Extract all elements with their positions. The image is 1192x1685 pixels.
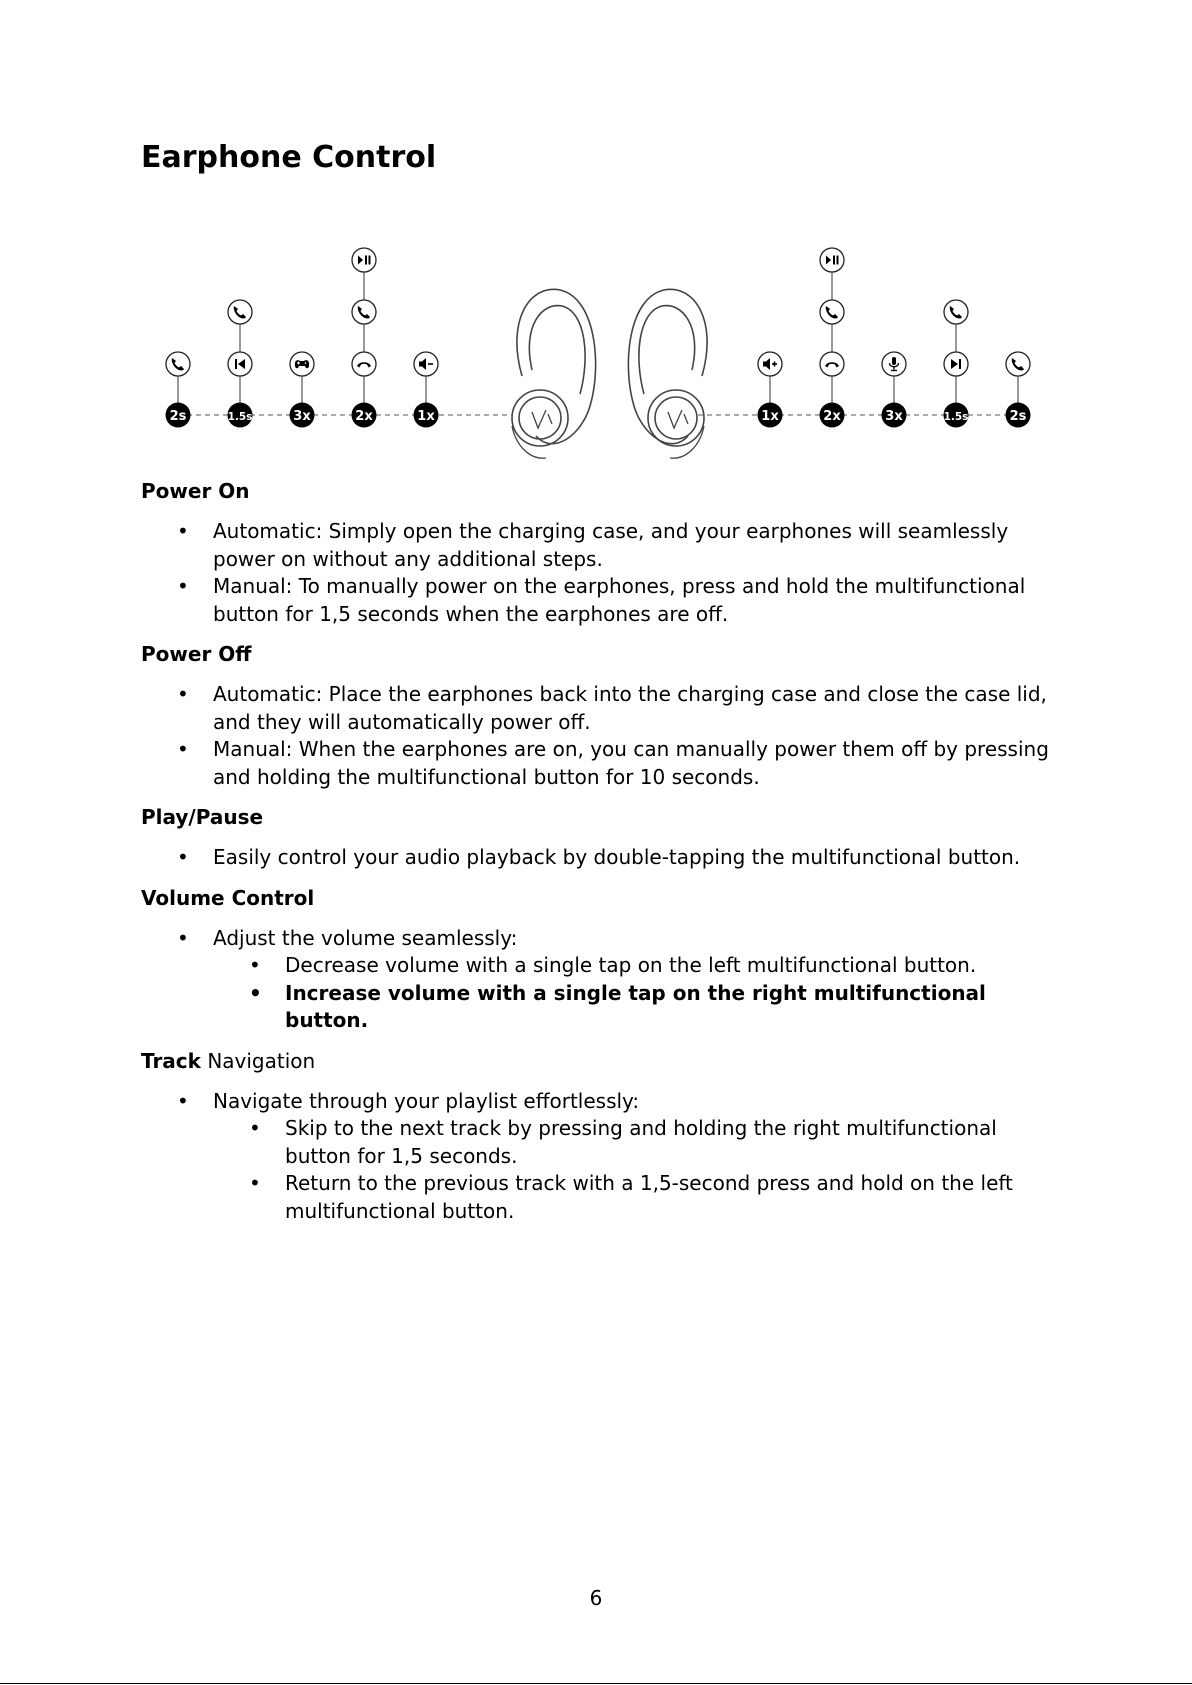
power-on-list	[141, 518, 1061, 628]
press-badge	[414, 403, 439, 428]
press-badge-label: 1x	[761, 409, 779, 424]
press-badge-label: 1x	[417, 409, 435, 424]
hang-up-icon	[352, 352, 376, 376]
press-badge	[820, 403, 845, 428]
phone-reject-icon	[1006, 352, 1030, 376]
volume-control-sublist	[213, 952, 1061, 1035]
list-item: • Manual: To manually power on the earphones, press and hold the multifunctional button for 1,5 seconds when the earphones are off.	[141, 573, 1061, 628]
power-off-heading: Power Off	[141, 642, 252, 666]
volume-down-icon	[414, 352, 438, 376]
phone-call-icon	[352, 300, 376, 324]
control-node-right-0	[758, 352, 783, 428]
list-item: • Automatic: Simply open the charging case, and your earphones will seamlessly power on without any additional steps.	[141, 518, 1061, 573]
track-navigation-heading	[141, 1048, 1061, 1075]
heading-plain-part: Navigation	[200, 1048, 316, 1073]
press-badge-label: 3x	[885, 409, 903, 424]
play-pause-list	[141, 844, 1061, 872]
page-number: 6	[589, 1586, 603, 1610]
sub-list-item: • Skip to the next track by pressing and holding the right multifunctional button for 1,5 seconds.	[213, 1115, 1061, 1170]
press-badge	[290, 403, 315, 428]
power-off-list	[141, 681, 1061, 791]
volume-control-heading: Volume Control	[141, 885, 315, 910]
press-badge	[352, 403, 377, 428]
volume-control-list	[141, 925, 1061, 1035]
list-item: • Manual: When the earphones are on, you can manually power them off by pressing and holding the multifunctional button for 10 seconds.	[141, 736, 1061, 791]
heading-bold-part: Track	[141, 1048, 201, 1073]
press-badge	[1006, 403, 1031, 428]
press-badge-label: 1.5s	[943, 411, 969, 423]
sub-list-item: • Increase volume with a single tap on the right multifunctional button.	[213, 980, 1061, 1035]
left-earphone-illustration	[512, 289, 596, 458]
press-badge	[758, 403, 783, 428]
hang-up-icon	[820, 352, 844, 376]
phone-answer-icon	[944, 300, 968, 324]
press-badge-label: 3x	[293, 409, 311, 424]
press-badge-label: 2s	[1009, 409, 1027, 424]
list-item-text: Navigate through your playlist effortlessly:	[213, 1088, 640, 1113]
control-node-left-2	[290, 352, 315, 428]
power-on-heading: Power On	[141, 479, 250, 503]
press-badge	[228, 403, 253, 428]
play-pause-icon	[352, 248, 376, 272]
volume-up-icon	[758, 352, 782, 376]
play-pause-heading: Play/Pause	[141, 805, 264, 829]
control-node-left-0	[166, 352, 191, 428]
list-item	[141, 1088, 1061, 1226]
microphone-icon	[882, 352, 906, 376]
control-node-right-1	[820, 248, 845, 428]
play-pause-icon	[820, 248, 844, 272]
bottom-rule	[0, 1683, 1192, 1684]
press-badge-label: 2s	[169, 409, 187, 424]
control-node-left-3	[352, 248, 377, 428]
previous-track-icon	[228, 352, 252, 376]
phone-call-icon	[820, 300, 844, 324]
earphone-control-diagram	[150, 238, 1050, 468]
control-node-left-1	[228, 300, 253, 428]
control-node-right-4	[1006, 352, 1031, 428]
instructions-content	[141, 478, 1061, 1238]
right-earphone-illustration	[628, 289, 707, 458]
press-badge-label: 2x	[355, 409, 373, 424]
list-item: • Easily control your audio playback by double-tapping the multifunctional button.	[141, 844, 1061, 872]
gamepad-icon	[290, 352, 314, 376]
track-navigation-sublist	[213, 1115, 1061, 1225]
page-title: Earphone Control	[141, 140, 437, 175]
list-item	[141, 925, 1061, 1035]
next-track-icon	[944, 352, 968, 376]
track-navigation-list	[141, 1088, 1061, 1226]
list-item: • Automatic: Place the earphones back into the charging case and close the case lid, and they will automatically power off.	[141, 681, 1061, 736]
press-badge-label: 1.5s	[227, 411, 253, 423]
phone-reject-icon	[166, 352, 190, 376]
press-badge-label: 2x	[823, 409, 841, 424]
sub-list-item: • Decrease volume with a single tap on the left multifunctional button.	[213, 952, 1061, 980]
press-badge	[166, 403, 191, 428]
phone-answer-icon	[228, 300, 252, 324]
control-node-right-2	[882, 352, 907, 428]
press-badge	[882, 403, 907, 428]
control-node-left-4	[414, 352, 439, 428]
list-item-text: Adjust the volume seamlessly:	[213, 925, 518, 950]
sub-list-item: • Return to the previous track with a 1,5-second press and hold on the left multifunctional button.	[213, 1170, 1061, 1225]
control-node-right-3	[944, 300, 969, 428]
press-badge	[944, 403, 969, 428]
